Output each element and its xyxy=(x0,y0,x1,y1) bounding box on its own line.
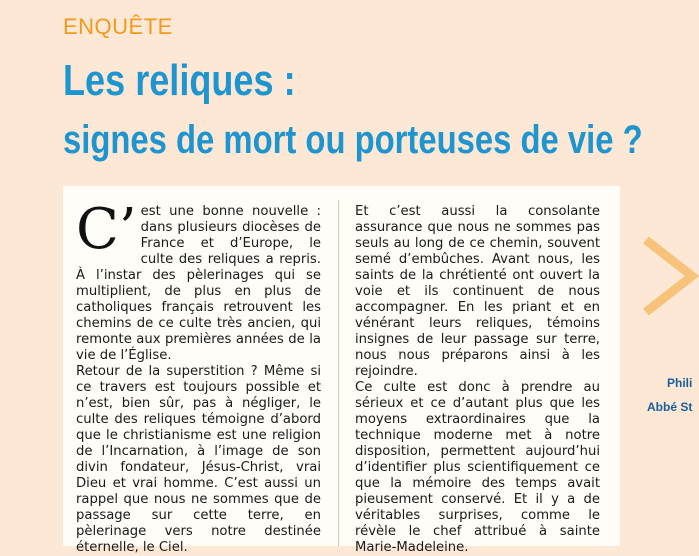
paragraph: Retour de la superstition ? Même si ce travers est toujours possible et n’est, bien sûr, pas à négliger, le culte des reliques témoigne d’abord que le christianisme est une religion de l’Incarnation, à l’image de son divin fondateur, Jésus-Christ, vrai Dieu et vrai homme. C’est aussi un rappel que nous ne sommes que de passage sur cette terre, en pèlerinage vers notre destinée éternelle, le Ciel. xyxy=(76,364,321,555)
article-column-1 xyxy=(76,197,321,556)
page-title-line-2: signes de mort ou porteuses de vie ? xyxy=(63,118,643,162)
column-divider xyxy=(338,200,339,546)
section-kicker: ENQUÊTE xyxy=(63,14,173,39)
paragraph: Et c’est aussi la consolante assurance que nous ne sommes pas seuls au long de ce chemin, souvent semé d’embûches. Avant nous, les saints de la chrétienté ont ouvert la voie et ils continuent de nous accompagner. En les priant et en vénérant leurs reliques, témoins insignes de leur passage sur terre, nous nous préparons ainsi à les rejoindre. xyxy=(355,204,600,379)
paragraph-text: est une bonne nouvelle : dans plusieurs diocèses de France et d’Europe, le culte des reliques a repris. À l’instar des pèlerinages qui se multiplient, de plus en plus de catholiques français retrouvent les chemins de ce culte très ancien, qui remonte aux premières années de la vie de l’Église. xyxy=(76,204,321,363)
drop-cap: C’ xyxy=(76,197,137,262)
article-body xyxy=(63,186,620,555)
chevron-right-icon xyxy=(642,234,699,318)
paragraph: Ce culte est donc à prendre au sérieux et ce d’autant plus que les moyens extraordinaires que la technique moderne met à notre disposition, permettent aujourd’hui d’identifier plus scientifiquement ce que la mémoire des temps avait pieusement conservé. Et il y a de véritables surprises, comme le révèle le chef attribué à sainte Marie-Madeleine. xyxy=(355,380,600,555)
paragraph xyxy=(76,197,321,364)
sidebar-author-title: Abbé St xyxy=(647,400,693,414)
page-title-line-1: Les reliques : xyxy=(63,56,296,105)
sidebar-author-name: Phili xyxy=(667,376,693,390)
article-column-2 xyxy=(355,204,600,556)
